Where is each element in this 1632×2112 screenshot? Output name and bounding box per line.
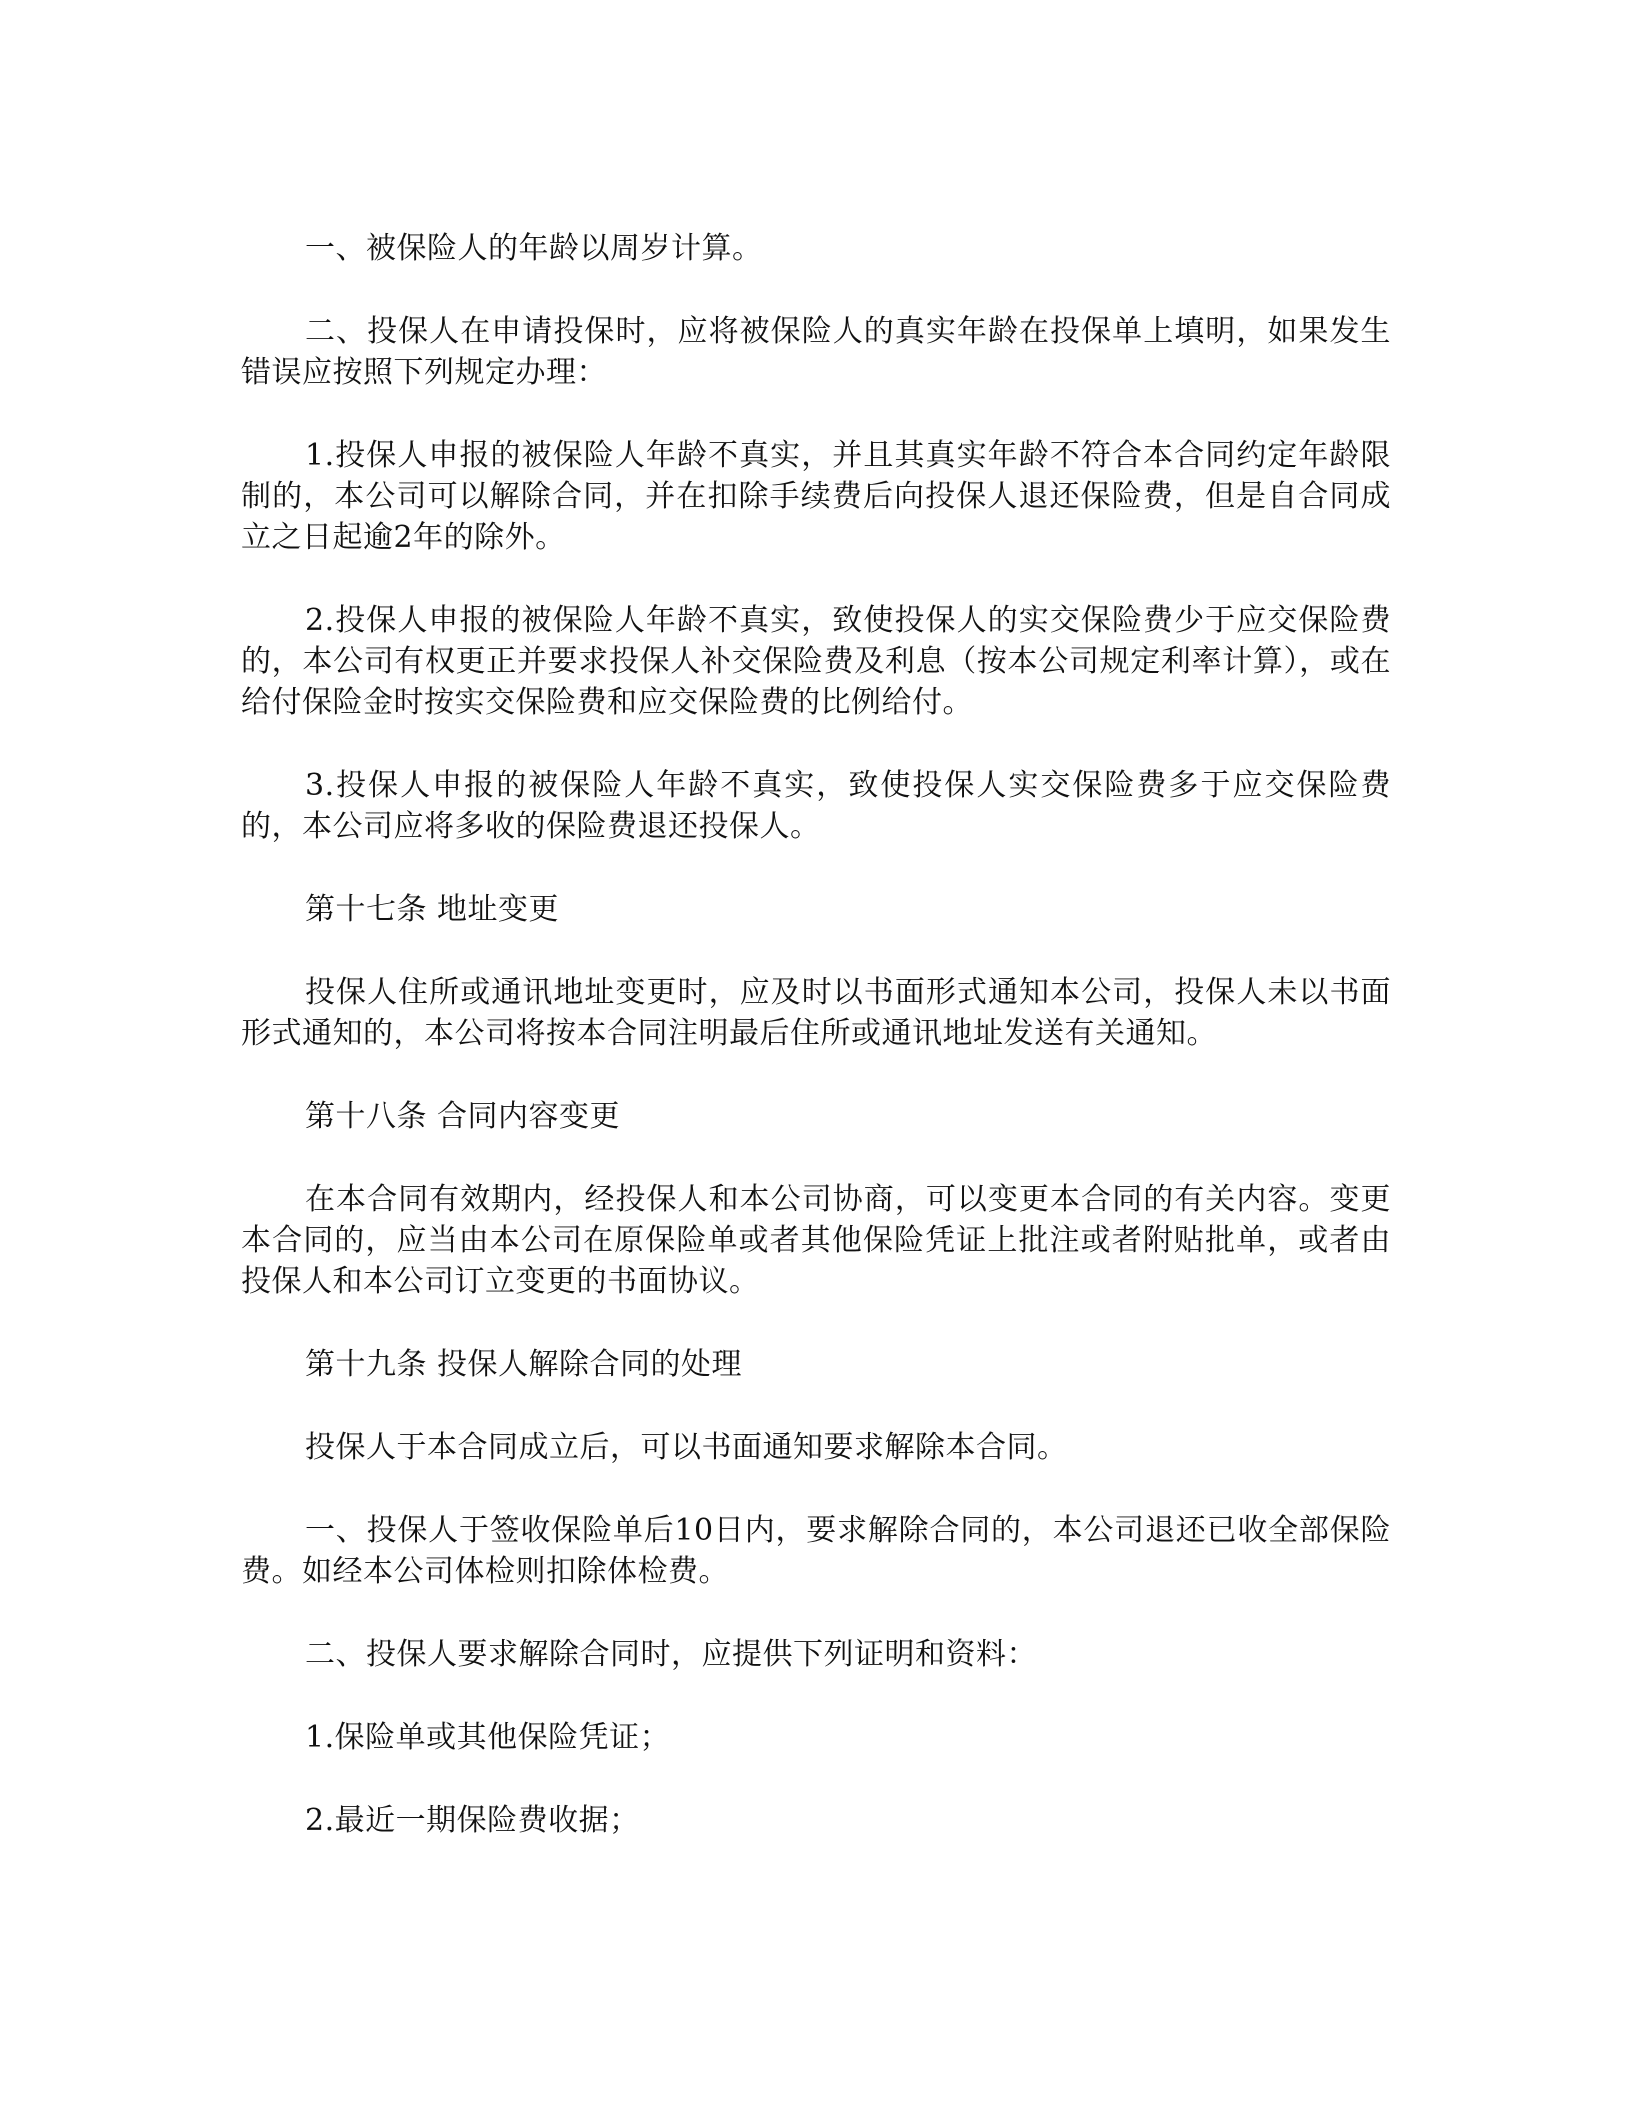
paragraph-rule-1: 1.投保人申报的被保险人年龄不真实，并且其真实年龄不符合本合同约定年龄限制的，本公司可以解除合同，并在扣除手续费后向投保人退还保险费，但是自合同成立之日起逾2年的除外。 (241, 438, 1391, 555)
document-body (241, 228, 1391, 1883)
paragraph-age-calculation: 一、被保险人的年龄以周岁计算。 (305, 231, 763, 266)
paragraph-rule-2: 2.投保人申报的被保险人年龄不真实，致使投保人的实交保险费少于应交保险费的，本公司有权更正并要求投保人补交保险费及利息（按本公司规定利率计算），或在给付保险金时按实交保险费和应交保险费的比例给付。 (241, 603, 1391, 720)
list-item-document-1: 1.保险单或其他保险凭证； (305, 1720, 671, 1755)
article-17-heading: 第十七条 地址变更 (305, 892, 560, 927)
article-18-heading: 第十八条 合同内容变更 (305, 1099, 621, 1134)
paragraph-contract-change: 在本合同有效期内，经投保人和本公司协商，可以变更本合同的有关内容。变更本合同的，应当由本公司在原保险单或者其他保险凭证上批注或者附贴批单，或者由投保人和本公司订立变更的书面协议。 (241, 1182, 1391, 1299)
paragraph-termination-notice: 投保人于本合同成立后，可以书面通知要求解除本合同。 (305, 1430, 1068, 1465)
paragraph-rule-3: 3.投保人申报的被保险人年龄不真实，致使投保人实交保险费多于应交保险费的，本公司应将多收的保险费退还投保人。 (241, 768, 1391, 844)
list-item-document-2: 2.最近一期保险费收据； (305, 1803, 640, 1838)
paragraph-termination-documents: 二、投保人要求解除合同时，应提供下列证明和资料： (305, 1637, 1037, 1672)
paragraph-termination-refund: 一、投保人于签收保险单后10日内，要求解除合同的，本公司退还已收全部保险费。如经本公司体检则扣除体检费。 (241, 1513, 1391, 1589)
article-19-heading: 第十九条 投保人解除合同的处理 (305, 1347, 743, 1382)
paragraph-age-declaration: 二、投保人在申请投保时，应将被保险人的真实年龄在投保单上填明，如果发生错误应按照下列规定办理： (241, 314, 1391, 390)
paragraph-address-change: 投保人住所或通讯地址变更时，应及时以书面形式通知本公司，投保人未以书面形式通知的，本公司将按本合同注明最后住所或通讯地址发送有关通知。 (241, 975, 1391, 1051)
